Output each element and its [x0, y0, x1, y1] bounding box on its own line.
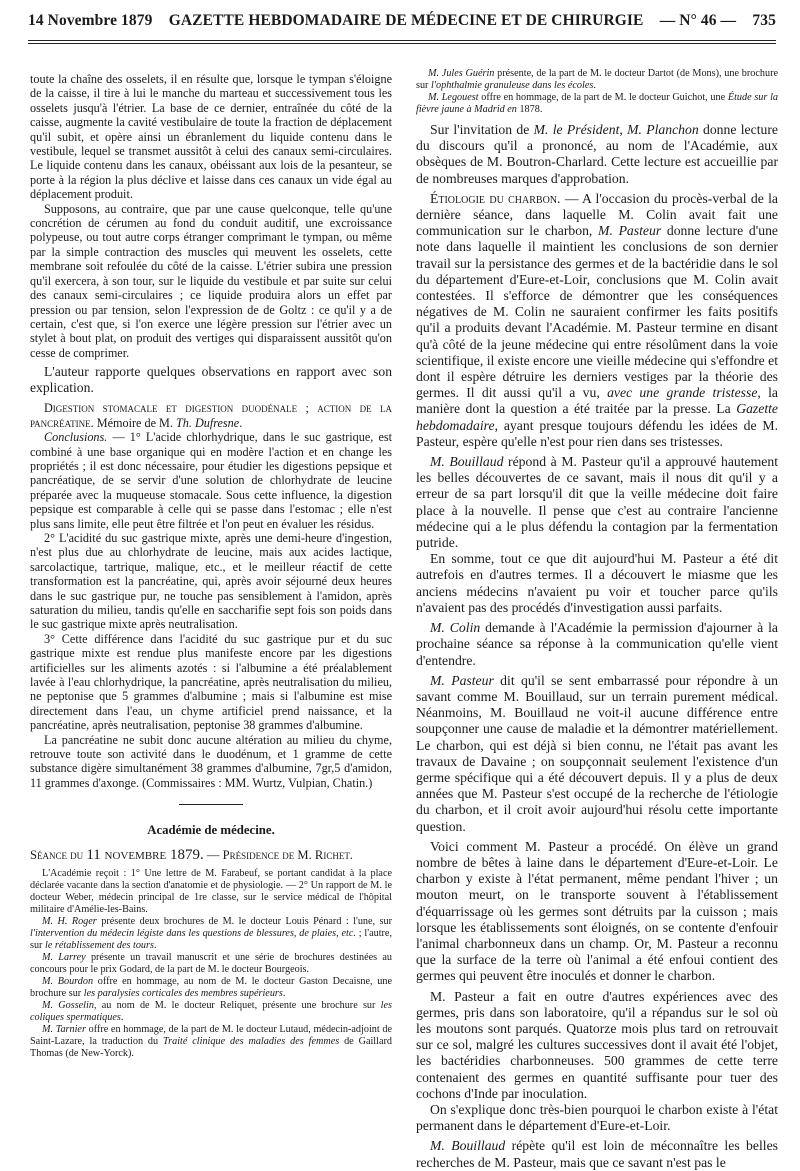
para-text: , la manière dont la question a été traitée par la presse. La — [416, 385, 778, 417]
work-title: le rétablissement des tours — [45, 940, 154, 952]
right-column — [416, 68, 778, 1171]
work-title: Étude sur la fièvre jaune à Madrid en — [416, 92, 778, 115]
para-text: répond à M. Pasteur qu'il a approuvé hautement les belles découvertes de ce savant, mais il nous dit qu'il y a erreur de sa part lorsqu'il dit que la veille médecine doit faire place à la nouvelle. Il pense que c'est au contraire l'ancienne médecine qui a le plus défendu la contagion par la fermentation putride. — [416, 454, 778, 551]
emphasis: avec une grande tristesse — [607, 385, 758, 401]
publication-name: Gazette hebdomadaire — [416, 401, 778, 433]
note-paragraph — [416, 92, 778, 116]
conclusion-2: 2° L'acidité du suc gastrique mixte, après une demi-heure d'ingestion, n'est plus due au chlorhydrate de leucine, mais aux acides lactique, sarcolactique, tartrique, malique, etc., et le meilleur réactif de cette transformation est la pancréatine, qui, après avoir séjourné deux heures dans le suc gastrique pur, ne touche pas sensiblement à l'amidon, après saturation du milieu, tandis qu'elle en saccharifie sept fois son poids dans le suc gastrique mixte après neutralisation. — [30, 530, 392, 632]
note-text: . — [153, 940, 157, 952]
para-text: — A l'occasion du procès-verbal de la dernière séance, dans laquelle M. Colin avait fait une communication sur le charbon, — [416, 190, 778, 239]
paragraph-pasteur — [416, 673, 778, 835]
section-title: Digestion stomacale et digestion duodénale ; action de la pancréatine. — [30, 401, 392, 430]
header-page-number: 735 — [752, 12, 776, 29]
note-text: offre en hommage, de la part de M. le docteur Lutaud, médecin-adjoint de Saint-Lazare, la traduction du — [30, 1024, 393, 1048]
note-text: présente, de la part de M. le docteur Dartot (de Mons), une brochure sur — [416, 68, 779, 91]
seance-date: 11 novembre 1879. — [86, 846, 204, 863]
note-text: . — [282, 988, 286, 1000]
seance-notes — [30, 868, 392, 1060]
header-date: 14 Novembre 1879 — [28, 12, 153, 29]
note-text: . — [593, 80, 596, 91]
speaker-name: M. Larrey — [42, 952, 86, 964]
work-title: l'ophthalmie granuleuse dans les écoles — [431, 80, 594, 91]
paragraph-bouillaud-last — [416, 1138, 778, 1170]
seance-notes-continued — [416, 68, 778, 116]
speaker-name: M. Colin — [430, 620, 481, 636]
note-text: présente un travail manuscrit et une série de brochures destinées au concours pour le prix Godard, de la part de M. le docteur Bourgeois. — [30, 952, 393, 976]
left-column — [30, 72, 392, 1060]
note-text: 1878. — [516, 104, 543, 115]
header-rule-double — [28, 43, 776, 44]
section-heading-digestion — [30, 401, 392, 430]
note-text: offre en hommage, de la part de M. le docteur Guichot, une — [478, 92, 728, 103]
section-separator — [179, 804, 243, 805]
speaker-name: M. le Président, M. Planchon — [533, 122, 699, 137]
note-text: offre en hommage, au nom de M. le docteur Gaston Decaisne, une brochure sur — [30, 976, 392, 1000]
speaker-name: M. Gosselin — [42, 1000, 94, 1012]
para-text: donne lecture d'une note dans laquelle il maintient les conclusions de son dernier travail sur la persistance des germes et de la bactéridie dans le sol du département d'Eure-et-Loir, conclusions que M. Colin avait contestées. Il s'efforce de démontrer que les conséquences négatives de M. Colin ne sauraient confirmer les faits positifs qu'il a produits devant l'Académie. M. Pasteur termine en disant qu'à côté de la jeune médecine qui entre résolûment dans la voie scientifique, il existe encore une vieille médecine qui s'effondre et dont il espère détruire les derniers vestiges par la théorie des germes. Il dit aussi qu'il a vu, — [416, 223, 778, 401]
para-text: , ayant presque toujours défendu les idées de M. Pasteur, espère qu'elle n'est pour rien dans ses tristesses. — [416, 417, 778, 449]
note-text: ; l'autre, sur — [30, 928, 392, 952]
header-journal-title: GAZETTE HEBDOMADAIRE DE MÉDECINE ET DE CHIRURGIE — [168, 12, 644, 29]
para-text: répète qu'il est loin de méconnaître les belles recherches de M. Pasteur, mais que ce savant n'est pas le — [416, 1138, 778, 1170]
para-text: donne lecture du discours qu'il a prononcé, au nom de l'Académie, aux obsèques de M. Boutron-Charlard. Cette lecture est accueillie par de nombreuses marques d'approbation. — [416, 122, 778, 186]
note-paragraph: L'Académie reçoit : 1° Une lettre de M. Farabeuf, se portant candidat à la place déclarée vacante dans la section d'anatomie et de physiologie. — 2° Un rapport de M. le docteur Weber, médecin principal de 1re classe, sur le service médical de l'hôpital militaire d'Amélie-les-Bains. — [30, 868, 392, 916]
paragraph: M. Pasteur a fait en outre d'autres expériences avec des germes, pris dans son laboratoire, qu'il a répandus sur le sol où les moutons sont parqués. Quatorze mois plus tard on retrouvait sur ce sol, malgré les cultures successives dont il avait été l'objet, les bactéridies charbonneuses. 500 grammes de cette terre contenaient des germes en quantité suffisante pour tuer des cochons d'Inde par inoculation. — [416, 988, 778, 1101]
header-rule — [28, 40, 776, 41]
paragraph-bouillaud — [416, 454, 778, 551]
memoire-label: Mémoire de M. — [96, 415, 173, 430]
note-paragraph — [30, 1000, 392, 1024]
page-header — [28, 12, 776, 36]
paragraph: Voici comment M. Pasteur a procédé. On élève un grand nombre de bêtes à laine dans le département d'Eure-et-Loir. Le charbon y existe à l'état permanent, même pendant l'hiver ; un mouton meurt, on le transporte souvent à l'établissement d'équarrissage où les germes sont détruits par la cuisson ; mais lorsque les établissements sont éloignés, on se contente d'enfouir l'animal charbonneux dans un champ. Or, M. Pasteur a reconnu que la surface de la terre où l'animal a été enfoui contient des germes qui peuvent être inoculés et donner le charbon. — [416, 838, 778, 984]
speaker-name: M. Legouest — [428, 92, 479, 103]
note-text: . — [120, 1012, 124, 1024]
work-title: l'intervention du médecin légiste dans les questions de blessures, de plaies, etc. — [30, 928, 356, 940]
paragraph: L'auteur rapporte quelques observations en rapport avec son explication. — [30, 364, 392, 395]
seance-president: — Présidence de M. Richet. — [203, 847, 353, 862]
note-paragraph — [416, 68, 778, 92]
seance-heading — [30, 848, 392, 862]
note-text: présente deux brochures de M. le docteur Louis Pénard : l'une, sur — [96, 916, 392, 928]
paragraph: Supposons, au contraire, que par une cause quelconque, telle qu'une concrétion de cérumen au fond du conduit auditif, une excroissance polypeuse, ou tout autre corps étranger comprimant le tympan, ou même par la simple contraction des muscles qui meuvent les osselets, cette membrane soit refoulée du côté de la caisse. L'étrier subira une pression qu'il exercera, à son tour, sur le liquide du vestibule et par suite sur celui des canaux semi-circulaires ; ce liquide produira alors un effet par pression ou par tension, selon l'expression de de Goltz : ce qu'il y a de certain, c'est que, si l'on exerce une légère pression sur l'étrier avec un stylet à bout plat, on produit des vertiges qui disparaissent aussitôt qu'on cesse de comprimer. — [30, 201, 392, 360]
note-paragraph — [30, 916, 392, 952]
paragraph-etiologie — [416, 191, 778, 450]
conclusion-4: La pancréatine ne subit donc aucune altération au milieu du chyme, retrouve toute son activité dans le duodénum, et 1 gramme de cette substance digère simultanément 38 grammes d'albumine, 7gr,5 d'amidon, 11 grammes d'axonge. (Commissaires : MM. Wurtz, Vulpian, Chatin.) — [30, 732, 392, 790]
speaker-name: M. Pasteur — [598, 223, 662, 239]
header-issue: — N° 46 — — [659, 12, 737, 29]
note-paragraph — [30, 1024, 392, 1060]
work-title: les coliques spermatiques — [30, 1000, 392, 1024]
paragraph: toute la chaîne des osselets, il en résulte que, lorsque le tympan s'éloigne de la caisse, il tire à lui le manche du marteau et successivement tous les osselets jusqu'à l'étrier. La base de ce dernier, entraînée du côté de la caisse, augmente la cavité vestibulaire de toute la fraction de déplacement qu'il subit, et opère ainsi un ébranlement du liquide contenu dans le vestibule, lequel se transmet aussitôt à celui des canaux semi-circulaires. Le liquide contenu dans les canaux, obéissant aux lois de la pesanteur, se porte à la région la plus déclive et laisse dans ces canaux un vide égal au déplacement produit. — [30, 72, 392, 202]
paragraph-colin — [416, 620, 778, 669]
author-name: Th. Dufresne — [175, 415, 240, 430]
work-title: Traité clinique des maladies des femmes — [163, 1036, 340, 1048]
note-text: , au nom de M. le docteur Reliquet, présente une brochure sur — [93, 1000, 381, 1012]
speaker-name: M. Pasteur — [430, 672, 494, 688]
work-title: les paralysies corticales des membres supérieurs — [83, 988, 283, 1000]
note-paragraph — [30, 952, 392, 976]
speaker-name: M. Jules Guérin — [428, 68, 495, 79]
punctuation: . — [239, 415, 243, 430]
paragraph: On s'explique donc très-bien pourquoi le charbon existe à l'état permanent dans le département d'Eure-et-Loir. — [416, 1101, 778, 1134]
speaker-name: M. Tarnier — [42, 1024, 86, 1036]
speaker-name: M. Bouillaud — [430, 454, 504, 470]
para-text: demande à l'Académie la permission d'ajourner à la prochaine séance sa réponse à la communication qu'elle vient d'entendre. — [416, 620, 778, 668]
note-text: de Gaillard Thomas (de New-Yorck). — [30, 1036, 392, 1060]
paragraph-planchon — [416, 122, 778, 187]
conclusions-label: Conclusions. — [44, 430, 108, 445]
speaker-name: M. Bourdon — [42, 976, 94, 988]
para-text: dit qu'il se sent embarrassé pour répondre à un savant comme M. Bouillaud, sur un terrain purement médical. Néanmoins, M. Bouillaud ne voit-il aucune différence entre soupçonner une cause de maladie et la démontrer matériellement. Le charbon, qui est déjà si bien connu, ne l'était pas avant les travaux de Davaine ; on soupçonnait seulement l'existence d'un germe spécifique qui a été découvert depuis. Il y a plus de deux années que M. Pasteur s'est occupé de la recherche de l'étiologie du charbon, et il croit avoir aujourd'hui résolu cette importante question. — [416, 672, 778, 834]
section-title: Étiologie du charbon. — [430, 190, 561, 206]
paragraph: En somme, tout ce que dit aujourd'hui M. Pasteur a été dit autrefois en d'autres termes. Il a découvert le miasme que les anciens médecins n'avaient pu voir et toucher parce qu'ils n'avaient pas des procédés d'investigation aussi parfaits. — [416, 551, 778, 615]
speaker-name: M. H. Roger — [42, 916, 97, 928]
conclusion-3: 3° Cette différence dans l'acidité du suc gastrique pur et du suc gastrique mixte est rendue plus manifeste encore par les digestions artificielles sur les aliments azotés : si l'albumine a été préalablement lavée à l'eau chlorhydrique, la pancréatine, après neutralisation du milieu, ne peptonise que 5 grammes d'albumine ; mais si l'albumine est mise directement dans l'eau, un chyme artificiel prend naissance, et la pancréatine, après neutralisation, peptonise 38 grammes d'albumine. — [30, 631, 392, 733]
para-text: Sur l'invitation de — [430, 122, 534, 137]
academie-heading: Académie de médecine. — [147, 823, 275, 838]
conclusion-text: — 1° L'acide chlorhydrique, dans le suc gastrique, est combiné à une base organique qui en modère l'action et en change les propriétés ; il est donc nécessaire, pour étudier les digestions pepsique et pancréatique, de se servir d'une solution de chlorhydrate de leucine préparée avec la muqueuse stomacale. Sous cette influence, la digestion pepsique est comparable à celle qui se passe dans l'estomac ; elle n'est plus sans limite, elle peut être filtrée et l'on peut en évaluer les résidus. — [30, 430, 392, 531]
note-paragraph — [30, 976, 392, 1000]
conclusion-1 — [30, 430, 392, 531]
seance-label: Séance du — [30, 847, 84, 862]
speaker-name: M. Bouillaud — [430, 1138, 506, 1154]
